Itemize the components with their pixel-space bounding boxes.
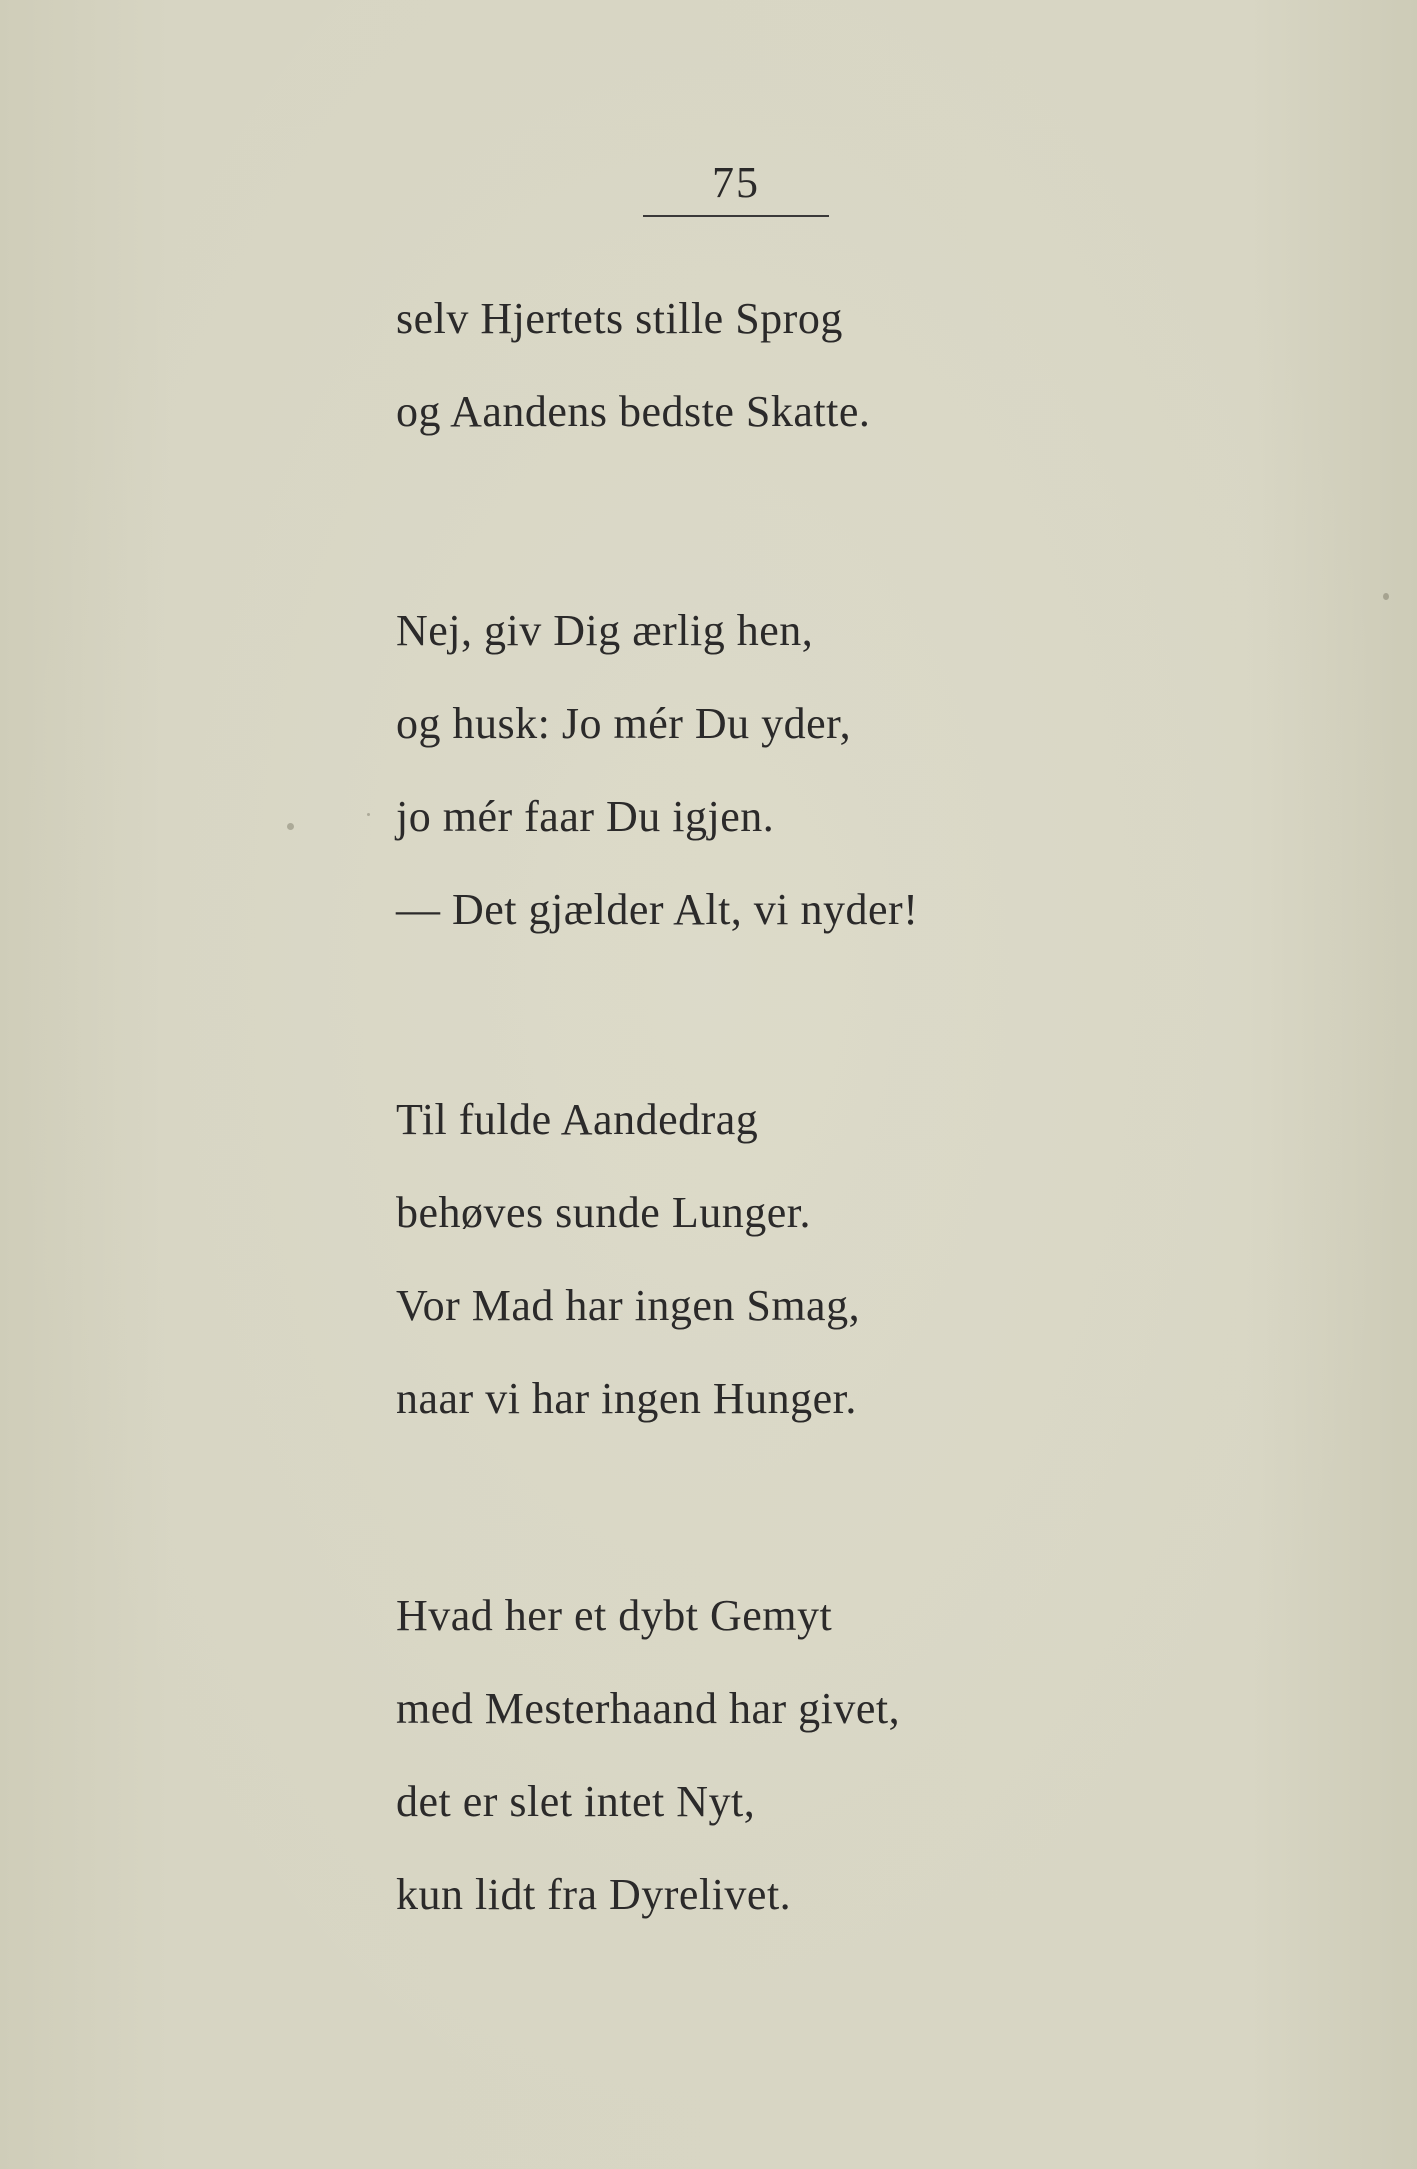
verse-line: Til fulde Aandedrag — [396, 1095, 759, 1144]
verse-line: Vor Mad har ingen Smag, — [396, 1281, 861, 1330]
verse-line: det er slet intet Nyt, — [396, 1777, 756, 1826]
page-number: 75 — [712, 158, 760, 207]
paper-speck — [287, 823, 294, 830]
verse-line: selv Hjertets stille Sprog — [396, 294, 843, 343]
verse-line: — Det gjælder Alt, vi nyder! — [396, 885, 919, 934]
verse-line: Nej, giv Dig ærlig hen, — [396, 606, 814, 655]
verse-line: behøves sunde Lunger. — [396, 1188, 811, 1237]
verse-line: og Aandens bedste Skatte. — [396, 387, 871, 436]
stanza-1 — [396, 272, 870, 458]
stanza-3 — [396, 1073, 860, 1445]
stanza-4 — [396, 1569, 900, 1941]
verse-line: med Mesterhaand har givet, — [396, 1684, 901, 1733]
verse-line: jo mér faar Du igjen. — [396, 792, 775, 841]
page-number-rule — [643, 215, 829, 217]
stanza-2 — [396, 584, 918, 956]
verse-line: Hvad her et dybt Gemyt — [396, 1591, 833, 1640]
paper-speck — [367, 813, 370, 816]
verse-line: kun lidt fra Dyrelivet. — [396, 1870, 792, 1919]
paper-speck — [1383, 593, 1389, 600]
verse-line: og husk: Jo mér Du yder, — [396, 699, 852, 748]
verse-line: naar vi har ingen Hunger. — [396, 1374, 857, 1423]
